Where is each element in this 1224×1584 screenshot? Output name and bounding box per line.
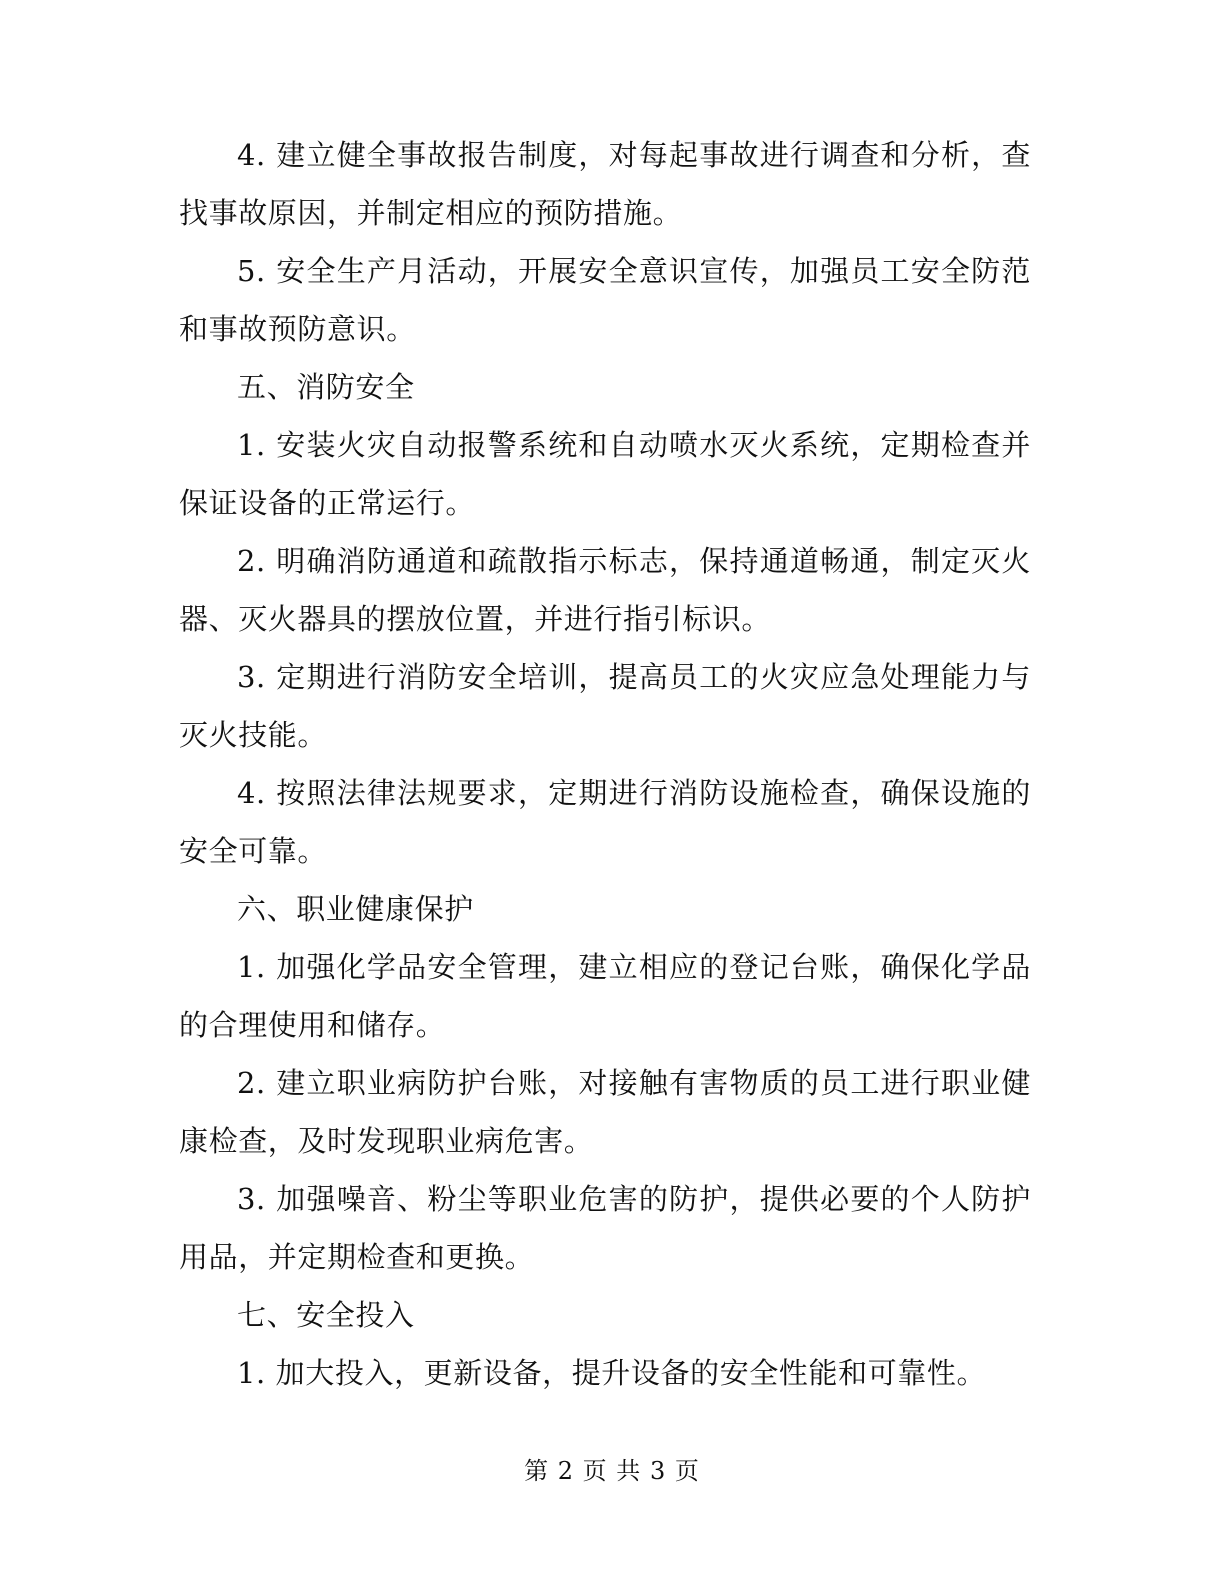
paragraph-chemical-management: 1. 加强化学品安全管理，建立相应的登记台账，确保化学品的合理使用和储存。 (179, 950, 1031, 1042)
paragraph-occupational-disease: 2. 建立职业病防护台账，对接触有害物质的员工进行职业健康检查，及时发现职业病危害。 (179, 1066, 1031, 1158)
document-body (179, 126, 1031, 1402)
paragraph-noise-dust: 3. 加强噪音、粉尘等职业危害的防护，提供必要的个人防护用品，并定期检查和更换。 (179, 1182, 1031, 1274)
page-number-footer: 第 2 页 共 3 页 (524, 1457, 700, 1485)
section-heading-occupational-health: 六、职业健康保护 (237, 892, 474, 926)
section-heading-safety-investment: 七、安全投入 (237, 1298, 415, 1332)
paragraph-fire-training: 3. 定期进行消防安全培训，提高员工的火灾应急处理能力与灭火技能。 (179, 660, 1031, 752)
paragraph-accident-reporting: 4. 建立健全事故报告制度，对每起事故进行调查和分析，查找事故原因，并制定相应的预防措施。 (179, 138, 1031, 230)
section-heading-fire-safety: 五、消防安全 (237, 370, 415, 404)
paragraph-fire-exits: 2. 明确消防通道和疏散指示标志，保持通道畅通，制定灭火器、灭火器具的摆放位置，并进行指引标识。 (179, 544, 1031, 636)
paragraph-fire-inspection: 4. 按照法律法规要求，定期进行消防设施检查，确保设施的安全可靠。 (179, 776, 1031, 868)
paragraph-fire-alarm: 1. 安装火灾自动报警系统和自动喷水灭火系统，定期检查并保证设备的正常运行。 (179, 428, 1031, 520)
paragraph-safety-month: 5. 安全生产月活动，开展安全意识宣传，加强员工安全防范和事故预防意识。 (179, 254, 1031, 346)
paragraph-equipment-investment: 1. 加大投入，更新设备，提升设备的安全性能和可靠性。 (237, 1356, 987, 1390)
